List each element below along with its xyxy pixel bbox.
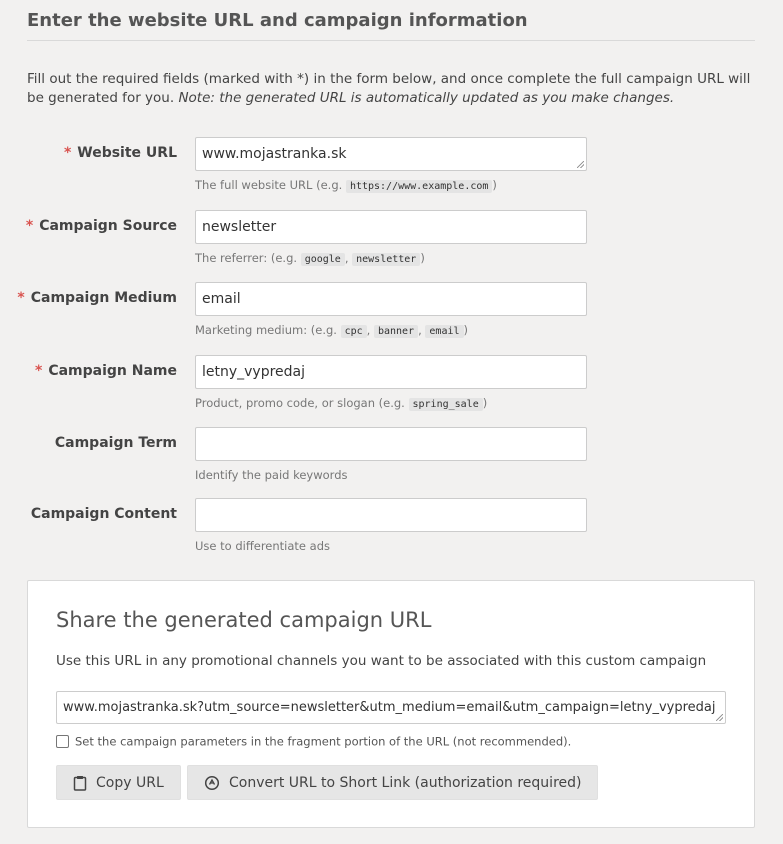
campaign-medium-label: * Campaign Medium bbox=[17, 290, 177, 306]
campaign-term-help: Identify the paid keywords bbox=[195, 468, 348, 482]
intro-main: Fill out the required fields (marked with *) in the form below, and once complete the full campaign URL will be generated for you. bbox=[27, 71, 751, 106]
generated-url-field[interactable]: www.mojastranka.sk?utm_source=newsletter&utm_medium=email&utm_campaign=letny_vypredaj bbox=[56, 691, 726, 724]
short-link-icon bbox=[204, 775, 220, 791]
campaign-content-input[interactable] bbox=[195, 498, 587, 532]
help-code: banner bbox=[374, 325, 418, 338]
share-title: Share the generated campaign URL bbox=[56, 608, 432, 632]
campaign-content-help: Use to differentiate ads bbox=[195, 539, 331, 553]
website-url-input[interactable]: www.mojastranka.sk bbox=[195, 137, 587, 171]
help-code: https://www.example.com bbox=[346, 180, 492, 193]
campaign-source-input[interactable]: newsletter bbox=[195, 210, 587, 244]
short-link-label: Convert URL to Short Link (authorization required) bbox=[229, 774, 582, 791]
help-code: spring_sale bbox=[409, 398, 483, 411]
help-code: cpc bbox=[341, 325, 367, 338]
share-description: Use this URL in any promotional channels you want to be associated with this custom campaign bbox=[56, 653, 707, 669]
website-url-label: * Website URL bbox=[63, 145, 177, 161]
copy-url-label: Copy URL bbox=[96, 774, 164, 791]
intro-text bbox=[27, 70, 757, 108]
campaign-medium-input[interactable]: email bbox=[195, 282, 587, 316]
intro-note: Note: the generated URL is automatically updated as you make changes. bbox=[178, 90, 675, 106]
required-marker: * bbox=[63, 145, 72, 161]
campaign-source-label: * Campaign Source bbox=[25, 218, 177, 234]
required-marker: * bbox=[34, 363, 43, 379]
copy-url-button[interactable] bbox=[56, 765, 181, 800]
campaign-term-input[interactable] bbox=[195, 427, 587, 461]
convert-short-link-button[interactable] bbox=[187, 765, 598, 800]
campaign-name-label: * Campaign Name bbox=[34, 363, 177, 379]
share-panel bbox=[27, 580, 755, 828]
campaign-name-help: Product, promo code, or slogan (e.g. spring_sale ) bbox=[195, 396, 488, 410]
help-code: email bbox=[425, 325, 463, 338]
fragment-checkbox-label: Set the campaign parameters in the fragment portion of the URL (not recommended). bbox=[75, 734, 572, 749]
required-marker: * bbox=[17, 290, 25, 306]
campaign-medium-help: Marketing medium: (e.g. cpc , banner , email ) bbox=[195, 323, 469, 337]
campaign-term-label: Campaign Term bbox=[54, 435, 177, 451]
campaign-content-label: Campaign Content bbox=[30, 506, 177, 522]
help-code: google bbox=[301, 253, 345, 266]
clipboard-icon bbox=[73, 775, 87, 791]
section-heading: Enter the website URL and campaign information bbox=[27, 10, 755, 41]
fragment-option bbox=[56, 731, 571, 750]
help-code: newsletter bbox=[352, 253, 420, 266]
campaign-name-input[interactable]: letny_vypredaj bbox=[195, 355, 587, 389]
campaign-source-help: The referrer: (e.g. google , newsletter ) bbox=[195, 251, 425, 265]
website-url-help: The full website URL (e.g. https://www.example.com ) bbox=[195, 178, 497, 192]
required-marker: * bbox=[25, 218, 34, 234]
fragment-checkbox[interactable] bbox=[56, 735, 69, 748]
